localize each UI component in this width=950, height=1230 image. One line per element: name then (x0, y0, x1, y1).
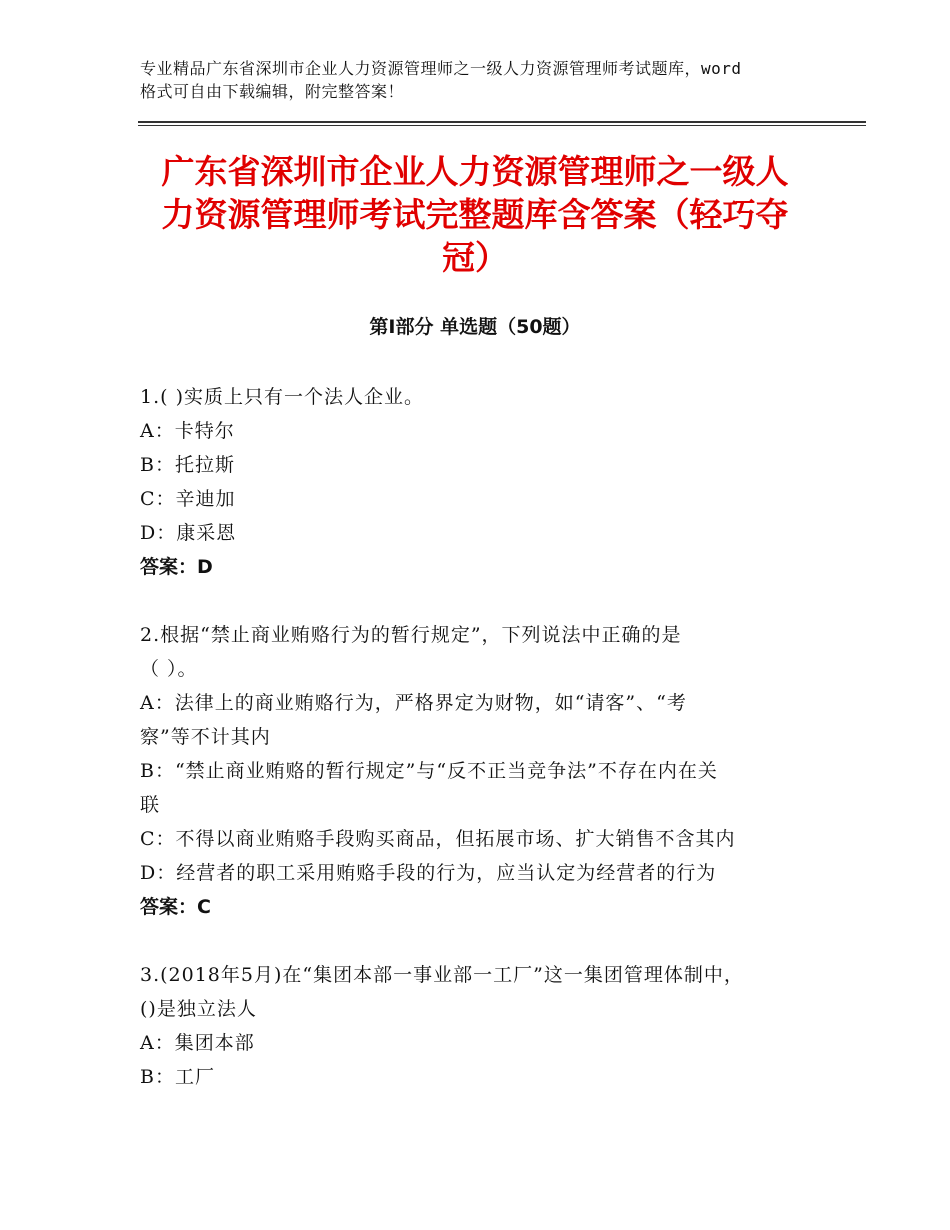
question-1 (140, 380, 820, 584)
header-divider-thin (138, 125, 866, 126)
question-3-option-b: B：工厂 (140, 1066, 215, 1088)
document-title-line-1: 广东省深圳市企业人力资源管理师之一级人 (161, 152, 789, 191)
header-divider-thick (138, 121, 866, 123)
question-1-option-b: B：托拉斯 (140, 454, 235, 476)
header-note-line-2: 格式可自由下载编辑，附完整答案！ (140, 82, 405, 101)
question-2-answer: 答案：C (140, 896, 211, 918)
question-2-option-a-line-1: A：法律上的商业贿赂行为，严格界定为财物，如“请客”、“考 (140, 692, 687, 714)
document-title-line-3: 冠） (442, 238, 508, 277)
question-3-option-a: A：集团本部 (140, 1032, 255, 1054)
question-2-option-a-line-2: 察”等不计其内 (140, 726, 271, 748)
question-1-option-d: D：康采恩 (140, 522, 237, 544)
question-1-option-c: C：辛迪加 (140, 488, 236, 510)
question-1-option-a: A：卡特尔 (140, 420, 235, 442)
document-title-line-2: 力资源管理师考试完整题库含答案（轻巧夺 (161, 195, 789, 234)
question-2 (140, 618, 820, 924)
question-3 (140, 958, 820, 1094)
question-1-stem: 1.( )实质上只有一个法人企业。 (140, 386, 424, 408)
question-2-option-b-line-1: B：“禁止商业贿赂的暂行规定”与“反不正当竞争法”不存在内在关 (140, 760, 718, 782)
question-2-stem-line-1: 2.根据“禁止商业贿赂行为的暂行规定”，下列说法中正确的是 (140, 624, 682, 646)
question-2-stem-line-2: （ ）。 (140, 658, 198, 680)
question-2-option-c: C：不得以商业贿赂手段购买商品，但拓展市场、扩大销售不含其内 (140, 828, 736, 850)
header-note (140, 57, 840, 103)
question-2-option-d: D：经营者的职工采用贿赂手段的行为，应当认定为经营者的行为 (140, 862, 717, 884)
question-3-stem-line-1: 3.(2018年5月)在“集团本部一事业部一工厂”这一集团管理体制中， (140, 964, 744, 986)
header-note-line-1: 专业精品广东省深圳市企业人力资源管理师之一级人力资源管理师考试题库，word (140, 59, 742, 78)
document-title (140, 150, 810, 279)
section-title: 第Ⅰ部分 单选题（50题） (369, 316, 581, 338)
question-2-option-b-line-2: 联 (140, 794, 161, 816)
question-3-stem-line-2: ()是独立法人 (140, 998, 257, 1020)
question-1-answer: 答案：D (140, 556, 213, 578)
